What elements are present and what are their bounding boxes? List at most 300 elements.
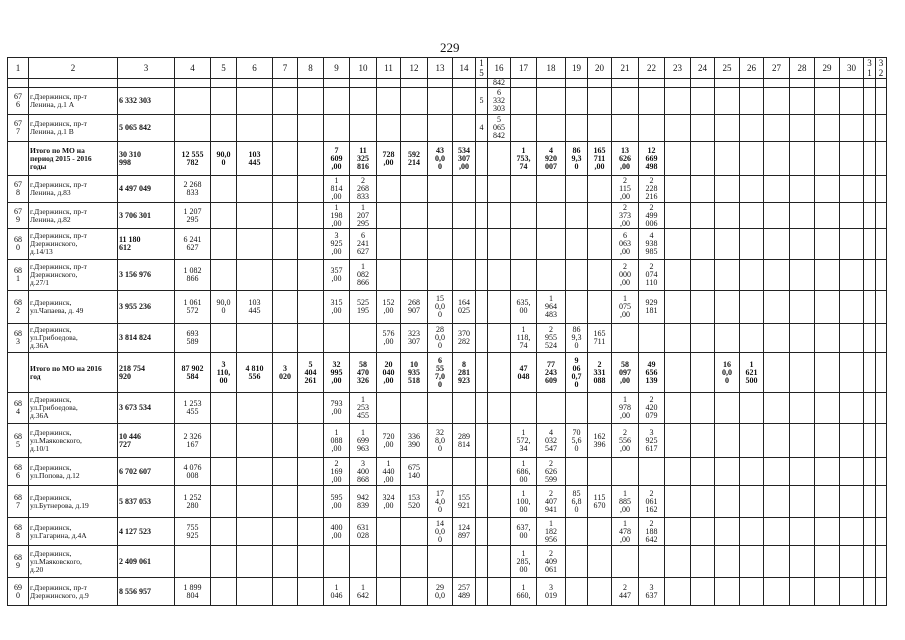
value-cell: 58 470 326 <box>350 353 377 393</box>
value-cell <box>740 486 764 518</box>
value-cell: 1 088 ,00 <box>324 424 350 458</box>
value-cell <box>237 229 273 260</box>
value-cell <box>691 79 715 88</box>
value-cell <box>815 486 840 518</box>
value-cell <box>790 518 815 546</box>
value-cell <box>377 176 401 203</box>
value-cell <box>273 424 298 458</box>
column-header: 13 <box>428 58 453 79</box>
value-cell <box>566 203 588 229</box>
value-cell: 592 214 <box>401 142 428 176</box>
value-cell <box>639 458 665 486</box>
value-cell <box>377 88 401 115</box>
table-row <box>8 115 887 142</box>
value-cell: 637, 00 <box>511 518 537 546</box>
value-cell <box>815 176 840 203</box>
value-cell <box>118 79 175 88</box>
value-cell: 2 000 ,00 <box>612 260 639 291</box>
value-cell <box>476 578 488 606</box>
column-header: 1 <box>8 58 29 79</box>
value-cell: 10 446 727 <box>118 424 175 458</box>
value-cell: 631 028 <box>350 518 377 546</box>
value-cell <box>566 229 588 260</box>
value-cell: 2 268 833 <box>350 176 377 203</box>
value-cell <box>790 79 815 88</box>
column-header: 20 <box>588 58 612 79</box>
value-cell <box>790 546 815 578</box>
value-cell <box>377 546 401 578</box>
value-cell: 14 0,0 0 <box>428 518 453 546</box>
value-cell <box>428 115 453 142</box>
value-cell <box>764 203 790 229</box>
value-cell <box>715 578 740 606</box>
value-cell <box>740 546 764 578</box>
value-cell <box>840 324 864 353</box>
value-cell <box>211 115 237 142</box>
table-row <box>8 79 887 88</box>
value-cell: 3 020 <box>273 353 298 393</box>
value-cell <box>511 203 537 229</box>
value-cell: 70 5,6 0 <box>566 424 588 458</box>
value-cell <box>211 546 237 578</box>
value-cell <box>790 176 815 203</box>
value-cell <box>764 393 790 424</box>
value-cell <box>377 393 401 424</box>
value-cell: 6 241 627 <box>175 229 211 260</box>
value-cell <box>740 518 764 546</box>
value-cell <box>876 229 887 260</box>
value-cell <box>273 486 298 518</box>
value-cell: 4 920 007 <box>537 142 566 176</box>
value-cell <box>401 518 428 546</box>
value-cell <box>815 142 840 176</box>
value-cell: 1 572, 34 <box>511 424 537 458</box>
value-cell <box>298 486 324 518</box>
value-cell <box>764 353 790 393</box>
value-cell <box>740 260 764 291</box>
value-cell <box>298 176 324 203</box>
value-cell <box>665 79 691 88</box>
value-cell <box>588 546 612 578</box>
value-cell <box>298 291 324 324</box>
total-label-cell: Итого по МО на 2016 год <box>29 353 118 393</box>
value-cell <box>476 518 488 546</box>
value-cell <box>566 260 588 291</box>
value-cell: 115 670 <box>588 486 612 518</box>
value-cell <box>815 88 840 115</box>
column-header: 24 <box>691 58 715 79</box>
value-cell: 323 307 <box>401 324 428 353</box>
value-cell: 1 285, 00 <box>511 546 537 578</box>
value-cell: 49 656 139 <box>639 353 665 393</box>
value-cell <box>665 486 691 518</box>
value-cell: 6 332 303 <box>118 88 175 115</box>
value-cell <box>715 142 740 176</box>
value-cell <box>864 88 876 115</box>
value-cell <box>211 458 237 486</box>
value-cell <box>237 546 273 578</box>
value-cell: 2 420 079 <box>639 393 665 424</box>
value-cell <box>273 260 298 291</box>
value-cell <box>377 518 401 546</box>
value-cell <box>401 229 428 260</box>
value-cell: 3 673 534 <box>118 393 175 424</box>
column-header: 17 <box>511 58 537 79</box>
value-cell <box>476 203 488 229</box>
value-cell <box>840 79 864 88</box>
value-cell: 6 241 627 <box>350 229 377 260</box>
row-number-cell: 69 0 <box>8 578 29 606</box>
address-cell: г.Дзержинск, ул.Грибоедова, д.36А <box>29 393 118 424</box>
value-cell: 29 0,0 <box>428 578 453 606</box>
value-cell <box>691 203 715 229</box>
row-number-cell: 68 4 <box>8 393 29 424</box>
value-cell <box>740 424 764 458</box>
value-cell: 576 ,00 <box>377 324 401 353</box>
value-cell <box>691 142 715 176</box>
value-cell <box>588 79 612 88</box>
value-cell <box>691 115 715 142</box>
value-cell <box>324 115 350 142</box>
value-cell: 7 609 ,00 <box>324 142 350 176</box>
value-cell: 152 ,00 <box>377 291 401 324</box>
table-row <box>8 393 887 424</box>
value-cell: 15 0,0 0 <box>428 291 453 324</box>
value-cell <box>588 203 612 229</box>
value-cell: 3 110, 00 <box>211 353 237 393</box>
value-cell: 4 <box>476 115 488 142</box>
address-cell: г.Дзержинск, пр-т Ленина, д.82 <box>29 203 118 229</box>
value-cell <box>764 176 790 203</box>
value-cell <box>273 88 298 115</box>
value-cell: 2 169 ,00 <box>324 458 350 486</box>
value-cell: 400 ,00 <box>324 518 350 546</box>
value-cell <box>876 324 887 353</box>
address-cell: г.Дзержинск, ул.Маяковского, д.10/1 <box>29 424 118 458</box>
value-cell <box>764 260 790 291</box>
value-cell <box>764 115 790 142</box>
value-cell: 2 409 061 <box>118 546 175 578</box>
value-cell: 2 373 ,00 <box>612 203 639 229</box>
value-cell: 2 074 110 <box>639 260 665 291</box>
value-cell <box>324 546 350 578</box>
value-cell <box>876 578 887 606</box>
value-cell <box>790 203 815 229</box>
value-cell: 3 955 236 <box>118 291 175 324</box>
value-cell <box>588 115 612 142</box>
value-cell <box>298 115 324 142</box>
value-cell <box>612 546 639 578</box>
value-cell <box>566 458 588 486</box>
value-cell <box>428 203 453 229</box>
value-cell: 942 839 <box>350 486 377 518</box>
value-cell <box>537 176 566 203</box>
value-cell: 3 400 868 <box>350 458 377 486</box>
value-cell: 525 195 <box>350 291 377 324</box>
value-cell <box>488 324 511 353</box>
value-cell: 43 0,0 0 <box>428 142 453 176</box>
table-row <box>8 229 887 260</box>
value-cell <box>588 393 612 424</box>
address-cell: г.Дзержинск, ул.Гагарина, д.4А <box>29 518 118 546</box>
value-cell <box>273 79 298 88</box>
value-cell: 1 899 804 <box>175 578 211 606</box>
value-cell: 2 228 216 <box>639 176 665 203</box>
value-cell <box>401 546 428 578</box>
value-cell: 728 ,00 <box>377 142 401 176</box>
value-cell <box>612 79 639 88</box>
value-cell: 5 <box>476 88 488 115</box>
value-cell: 32 8,0 0 <box>428 424 453 458</box>
table-row <box>8 260 887 291</box>
value-cell <box>377 578 401 606</box>
value-cell <box>715 424 740 458</box>
value-cell <box>175 546 211 578</box>
value-cell <box>864 260 876 291</box>
value-cell <box>790 393 815 424</box>
value-cell <box>840 142 864 176</box>
value-cell <box>298 229 324 260</box>
value-cell <box>790 229 815 260</box>
value-cell: 6 063 ,00 <box>612 229 639 260</box>
value-cell: 842 <box>488 79 511 88</box>
row-number-cell: 68 7 <box>8 486 29 518</box>
value-cell <box>764 518 790 546</box>
value-cell <box>815 518 840 546</box>
value-cell <box>815 260 840 291</box>
value-cell <box>665 458 691 486</box>
address-cell: г.Дзержинск, пр-т Ленина, д.1 А <box>29 88 118 115</box>
row-number-cell: 68 5 <box>8 424 29 458</box>
value-cell <box>511 393 537 424</box>
column-header: 8 <box>298 58 324 79</box>
value-cell <box>740 458 764 486</box>
value-cell <box>864 176 876 203</box>
value-cell: 257 489 <box>453 578 476 606</box>
value-cell <box>211 79 237 88</box>
value-cell: 1 061 572 <box>175 291 211 324</box>
value-cell: 1 478 ,00 <box>612 518 639 546</box>
value-cell <box>715 176 740 203</box>
row-number-cell <box>8 79 29 88</box>
value-cell <box>665 88 691 115</box>
value-cell: 9 06 0,7 0 <box>566 353 588 393</box>
value-cell <box>740 115 764 142</box>
value-cell: 1 253 455 <box>175 393 211 424</box>
value-cell: 4 076 008 <box>175 458 211 486</box>
value-cell <box>864 518 876 546</box>
value-cell <box>691 393 715 424</box>
value-cell: 1 082 866 <box>350 260 377 291</box>
value-cell <box>639 79 665 88</box>
value-cell: 28 0,0 0 <box>428 324 453 353</box>
value-cell <box>298 203 324 229</box>
column-header: 14 <box>453 58 476 79</box>
value-cell: 47 048 <box>511 353 537 393</box>
row-number-cell: 68 9 <box>8 546 29 578</box>
value-cell <box>864 79 876 88</box>
address-cell: г.Дзержинск, пр-т Ленина, д.1 В <box>29 115 118 142</box>
value-cell <box>840 203 864 229</box>
value-cell <box>588 260 612 291</box>
value-cell <box>815 115 840 142</box>
value-cell <box>237 393 273 424</box>
value-cell <box>511 115 537 142</box>
value-cell: 357 ,00 <box>324 260 350 291</box>
value-cell <box>876 115 887 142</box>
column-header: 9 <box>324 58 350 79</box>
value-cell <box>453 203 476 229</box>
value-cell: 32 995 ,00 <box>324 353 350 393</box>
value-cell <box>740 176 764 203</box>
value-cell: 165 711 ,00 <box>588 142 612 176</box>
value-cell: 1 978 ,00 <box>612 393 639 424</box>
value-cell <box>298 88 324 115</box>
value-cell: 86 9,3 0 <box>566 142 588 176</box>
column-header: 11 <box>377 58 401 79</box>
value-cell <box>453 458 476 486</box>
value-cell <box>665 424 691 458</box>
value-cell <box>665 291 691 324</box>
value-cell: 1 699 963 <box>350 424 377 458</box>
value-cell: 336 390 <box>401 424 428 458</box>
value-cell <box>864 486 876 518</box>
value-cell <box>864 203 876 229</box>
value-cell: 3 925 617 <box>639 424 665 458</box>
value-cell: 755 925 <box>175 518 211 546</box>
column-header: 21 <box>612 58 639 79</box>
value-cell <box>764 79 790 88</box>
value-cell <box>840 518 864 546</box>
value-cell <box>175 88 211 115</box>
value-cell: 2 407 941 <box>537 486 566 518</box>
value-cell <box>876 203 887 229</box>
value-cell <box>864 353 876 393</box>
value-cell <box>876 176 887 203</box>
value-cell <box>211 260 237 291</box>
value-cell <box>715 79 740 88</box>
value-cell: 30 310 998 <box>118 142 175 176</box>
value-cell <box>639 88 665 115</box>
value-cell <box>273 546 298 578</box>
value-cell <box>840 486 864 518</box>
value-cell <box>840 115 864 142</box>
value-cell <box>612 115 639 142</box>
table-row <box>8 291 887 324</box>
value-cell: 6 702 607 <box>118 458 175 486</box>
value-cell <box>511 176 537 203</box>
row-number-cell: 68 8 <box>8 518 29 546</box>
value-cell <box>864 142 876 176</box>
table-row <box>8 578 887 606</box>
value-cell <box>428 88 453 115</box>
value-cell <box>876 458 887 486</box>
value-cell <box>476 176 488 203</box>
value-cell <box>715 518 740 546</box>
value-cell <box>639 324 665 353</box>
value-cell: 103 445 <box>237 142 273 176</box>
value-cell <box>815 203 840 229</box>
value-cell <box>764 324 790 353</box>
value-cell <box>691 458 715 486</box>
row-number-cell: 68 6 <box>8 458 29 486</box>
value-cell <box>298 260 324 291</box>
value-cell: 370 282 <box>453 324 476 353</box>
value-cell <box>790 578 815 606</box>
value-cell <box>764 88 790 115</box>
value-cell <box>298 393 324 424</box>
value-cell: 2 556 ,00 <box>612 424 639 458</box>
column-header: 23 <box>665 58 691 79</box>
value-cell <box>665 518 691 546</box>
value-cell <box>715 260 740 291</box>
value-cell: 20 040 ,00 <box>377 353 401 393</box>
value-cell: 8 281 923 <box>453 353 476 393</box>
value-cell <box>876 546 887 578</box>
value-cell: 5 065 842 <box>118 115 175 142</box>
value-cell <box>665 203 691 229</box>
table-row <box>8 88 887 115</box>
value-cell <box>740 393 764 424</box>
value-cell: 1 885 ,00 <box>612 486 639 518</box>
value-cell <box>764 424 790 458</box>
value-cell: 595 ,00 <box>324 486 350 518</box>
value-cell <box>715 458 740 486</box>
address-cell: г.Дзержинск, пр-т Ленина, д.83 <box>29 176 118 203</box>
value-cell <box>612 88 639 115</box>
value-cell <box>665 393 691 424</box>
value-cell <box>665 353 691 393</box>
value-cell <box>864 291 876 324</box>
value-cell <box>237 458 273 486</box>
value-cell <box>691 291 715 324</box>
row-number-cell: 67 8 <box>8 176 29 203</box>
value-cell <box>298 424 324 458</box>
total-row <box>8 142 887 176</box>
value-cell <box>476 79 488 88</box>
value-cell <box>639 115 665 142</box>
address-cell: г.Дзержинск, ул.Грибоедова, д.36А <box>29 324 118 353</box>
header-row <box>8 58 887 79</box>
value-cell <box>401 176 428 203</box>
value-cell <box>453 393 476 424</box>
value-cell: 1 046 <box>324 578 350 606</box>
row-number-cell: 67 9 <box>8 203 29 229</box>
value-cell: 1 621 500 <box>740 353 764 393</box>
value-cell <box>612 458 639 486</box>
value-cell: 2 409 061 <box>537 546 566 578</box>
value-cell <box>537 229 566 260</box>
value-cell <box>715 291 740 324</box>
value-cell <box>401 260 428 291</box>
value-cell <box>211 176 237 203</box>
value-cell <box>790 324 815 353</box>
column-header: 29 <box>815 58 840 79</box>
value-cell <box>428 176 453 203</box>
value-cell <box>401 88 428 115</box>
table-row <box>8 424 887 458</box>
value-cell <box>840 176 864 203</box>
value-cell <box>537 203 566 229</box>
value-cell <box>715 546 740 578</box>
value-cell <box>350 88 377 115</box>
value-cell <box>864 324 876 353</box>
value-cell: 85 6,8 0 <box>566 486 588 518</box>
value-cell <box>237 176 273 203</box>
table-row <box>8 458 887 486</box>
value-cell: 1 253 455 <box>350 393 377 424</box>
value-cell <box>428 458 453 486</box>
